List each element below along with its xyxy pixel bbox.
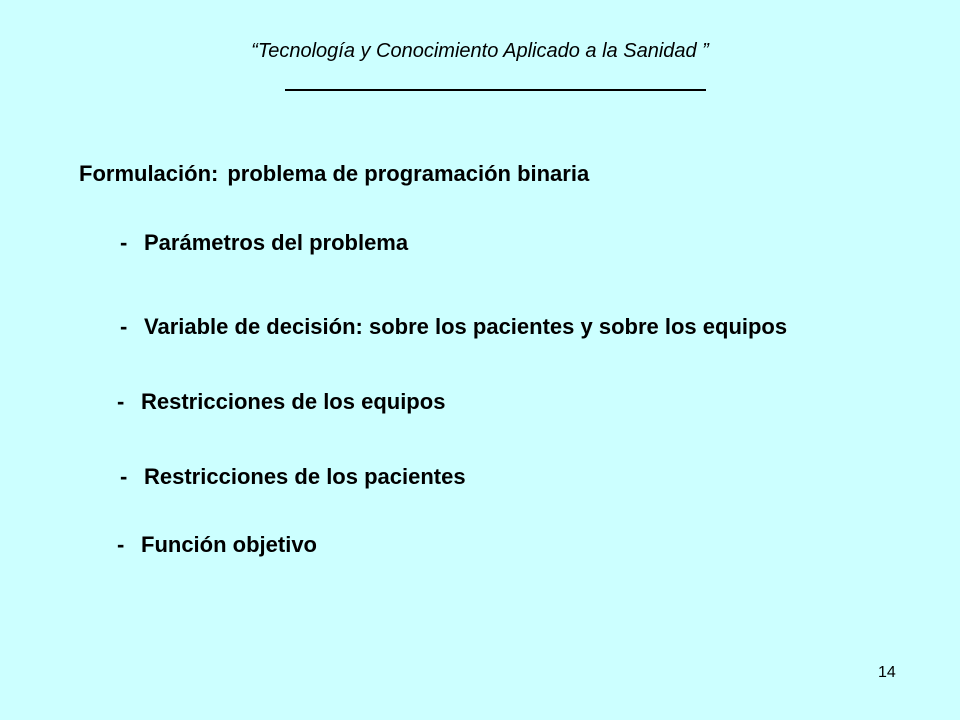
- heading-label: Formulación:: [79, 161, 219, 186]
- bullet-dash: -: [120, 230, 128, 255]
- bullet-text: Función objetivo: [141, 532, 317, 557]
- bullet-text: Parámetros del problema: [144, 230, 409, 255]
- bullet-text: Restricciones de los equipos: [141, 389, 446, 414]
- bullet-item-funcion-objetivo: [117, 532, 317, 558]
- bullet-item-parametros: [120, 230, 408, 256]
- bullet-dash: -: [120, 464, 128, 489]
- bullet-dash: -: [117, 532, 125, 557]
- bullet-dash: -: [117, 389, 125, 414]
- bullet-dash: -: [120, 314, 128, 339]
- section-heading: [79, 161, 589, 187]
- bullet-text: Variable de decisión: sobre los pacientes y sobre los equipos: [144, 314, 788, 339]
- bullet-text: Restricciones de los pacientes: [144, 464, 466, 489]
- bullet-item-restricciones-pacientes: [120, 464, 466, 490]
- page-number: 14: [878, 664, 896, 681]
- slide-title: “Tecnología y Conocimiento Aplicado a la Sanidad ”: [251, 40, 709, 62]
- bullet-item-variable: [120, 314, 787, 340]
- bullet-item-restricciones-equipos: [117, 389, 445, 415]
- heading-text: problema de programación binaria: [227, 161, 590, 186]
- title-underline: [285, 89, 706, 91]
